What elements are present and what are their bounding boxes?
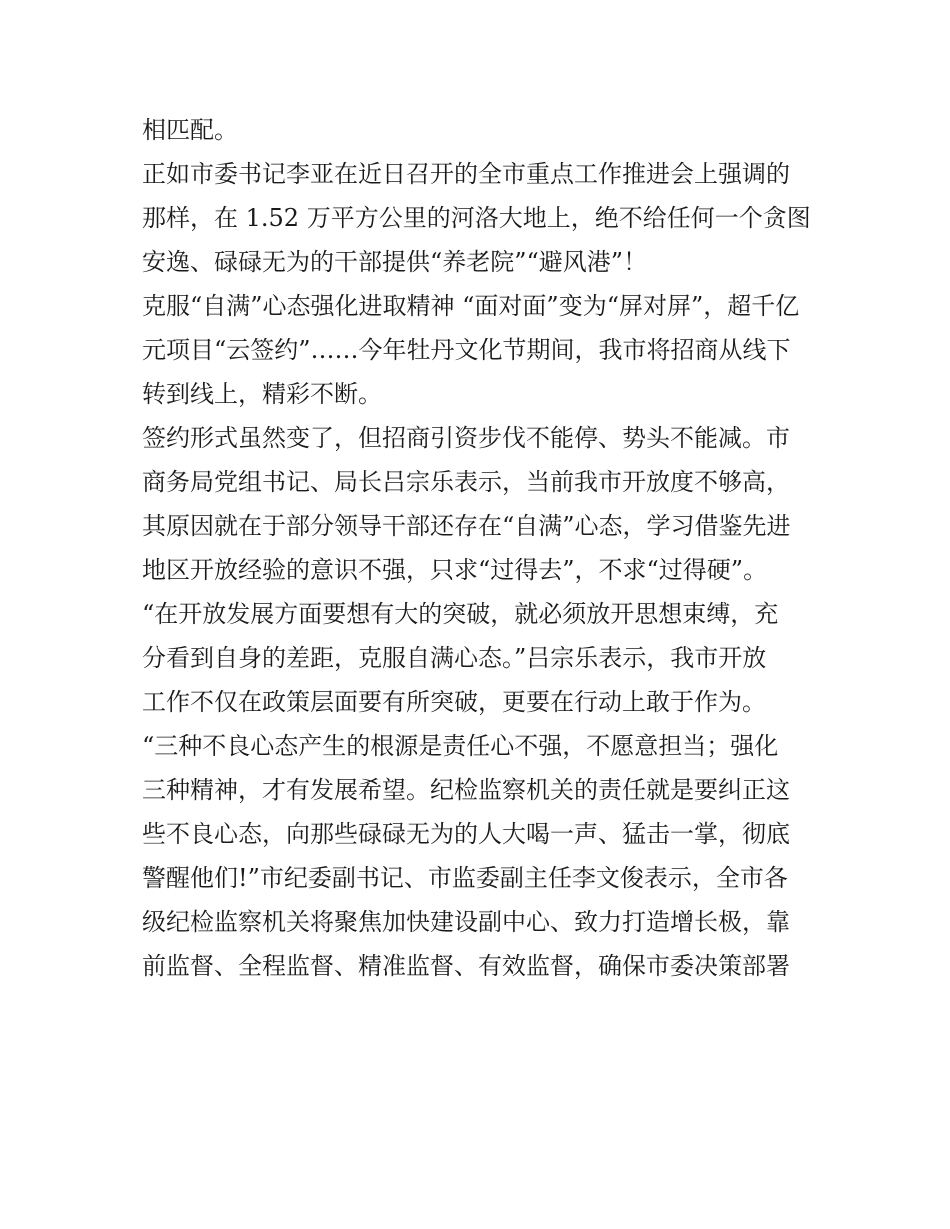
text-line: 签约形式虽然变了，但招商引资步伐不能停、势头不能减。市 (142, 424, 790, 452)
text-line: 警醒他们!”市纪委副书记、市监委副主任李文俊表示，全市各 (142, 864, 788, 892)
text-line: 前监督、全程监督、精准监督、有效监督，确保市委决策部署 (142, 952, 790, 980)
body-text (142, 108, 822, 988)
text-line: 正如市委书记李亚在近日召开的全市重点工作推进会上强调的 (142, 160, 790, 188)
text-line: 工作不仅在政策层面要有所突破，更要在行动上敢于作为。 (142, 688, 766, 716)
text-line: 级纪检监察机关将聚焦加快建设副中心、致力打造增长极，靠 (142, 908, 790, 936)
text-line: 相匹配。 (142, 116, 238, 144)
text-line: 些不良心态，向那些碌碌无为的人大喝一声、猛击一掌，彻底 (142, 820, 790, 848)
text-line: 其原因就在于部分领导干部还存在“自满”心态，学习借鉴先进 (142, 512, 791, 540)
text-line: “在开放发展方面要想有大的突破，就必须放开思想束缚，充 (142, 600, 779, 628)
text-line: 克服“自满”心态强化进取精神 “面对面”变为“屏对屏”，超千亿 (142, 292, 800, 320)
text-line: 分看到自身的差距，克服自满心态。”吕宗乐表示，我市开放 (142, 644, 767, 672)
text-line: 元项目“云签约”……今年牡丹文化节期间，我市将招商从线下 (142, 336, 791, 364)
text-line: “三种不良心态产生的根源是责任心不强，不愿意担当；强化 (142, 732, 779, 760)
text-line: 安逸、碌碌无为的干部提供“养老院”“避风港”！ (142, 248, 648, 276)
text-line: 转到线上，精彩不断。 (142, 380, 382, 408)
text-line: 那样，在 1.52 万平方公里的河洛大地上，绝不给任何一个贪图 (142, 204, 811, 232)
text-line: 地区开放经验的意识不强，只求“过得去”，不求“过得硬”。 (142, 556, 768, 584)
text-line: 三种精神，才有发展希望。纪检监察机关的责任就是要纠正这 (142, 776, 790, 804)
text-line: 商务局党组书记、局长吕宗乐表示，当前我市开放度不够高， (142, 468, 790, 496)
